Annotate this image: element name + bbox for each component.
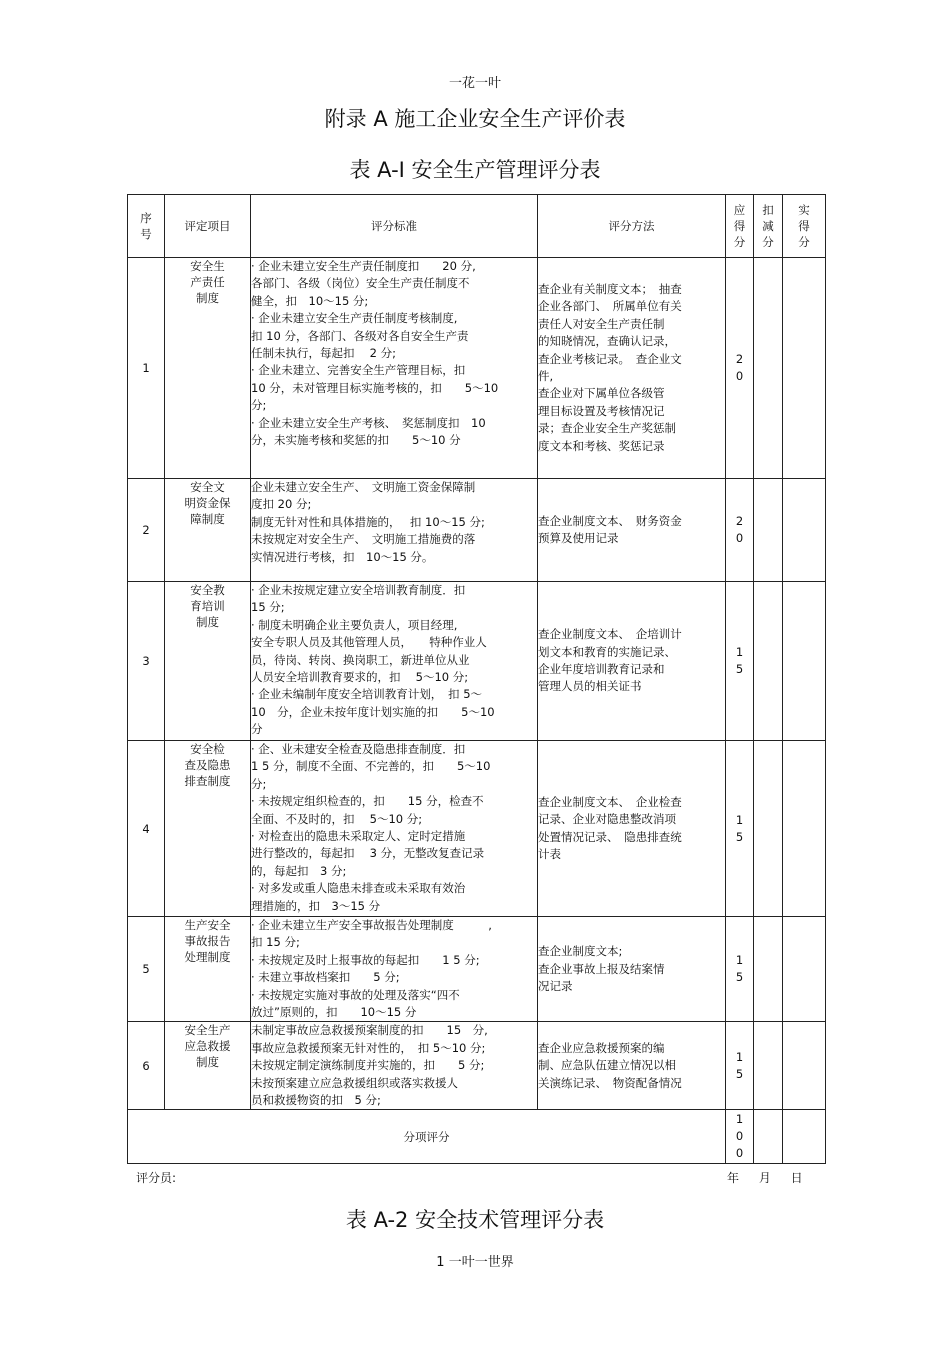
- row-number: 3: [128, 582, 165, 741]
- criteria-line: · 企、业未建安全检查及隐患排查制度．扣: [251, 742, 466, 756]
- criteria-line: · 企业未编制年度安全培训教育计划， 扣 5～: [251, 687, 483, 702]
- evaluation-item-line: 制度: [196, 615, 219, 629]
- scoring-criteria: [251, 479, 538, 582]
- criteria-line: 分，未实施考核和奖惩的扣 5～10 分: [251, 433, 461, 448]
- due-score-value: 15: [735, 953, 744, 985]
- method-line: 划文本和教育的实施记录、: [538, 644, 676, 659]
- criteria-line: · 企业未建立、完善安全生产管理目标，扣: [251, 363, 466, 378]
- criteria-line: 进行整改的，每起扣 3 分，无整改复查记录: [251, 846, 485, 861]
- criteria-line: 的，每起扣 3 分;: [251, 863, 347, 878]
- criteria-line: · 企业未建立安全生产责任制度扣 20 分,: [251, 259, 476, 273]
- scoring-criteria: [251, 917, 538, 1022]
- scorer-label: 评分员:: [136, 1171, 177, 1185]
- criteria-line: 放过”原则的，扣 10～15 分: [251, 1005, 417, 1020]
- deduct-score: [754, 1022, 783, 1110]
- due-score: [726, 582, 754, 741]
- criteria-line: 扣 10 分，各部门、各级对各自安全生产责: [251, 328, 469, 343]
- safety-management-score-table: [127, 194, 826, 1164]
- criteria-line: 10 分，未对管理目标实施考核的，扣 5～10: [251, 380, 499, 395]
- scoring-criteria: [251, 582, 538, 741]
- subtotal-label: 分项评分: [128, 1110, 726, 1164]
- row-number: 2: [128, 479, 165, 582]
- evaluation-item-line: 事故报告: [184, 934, 231, 948]
- scoring-criteria: [251, 1022, 538, 1110]
- evaluation-item-line: 安全文: [190, 480, 225, 494]
- evaluation-item-line: 安全生产: [184, 1023, 231, 1038]
- criteria-line: 人员安全培训教育要求的，扣 5～10 分;: [251, 670, 469, 685]
- deduct-score: [754, 917, 783, 1022]
- actual-score: [783, 1022, 826, 1110]
- method-line: 查企业对下属单位各级管: [538, 386, 665, 401]
- scoring-method: [538, 917, 726, 1022]
- criteria-line: 分;: [251, 398, 267, 413]
- criteria-line: 未制定事故应急救援预案制度的扣 15 分,: [251, 1023, 488, 1038]
- header-item: 评定项目: [165, 195, 251, 258]
- criteria-line: · 制度未明确企业主要负责人，项目经理,: [251, 617, 458, 632]
- method-line: 处置情况记录、 隐患排查统: [538, 829, 682, 844]
- evaluation-item-line: 制度: [196, 1055, 219, 1070]
- table-row: [128, 582, 826, 741]
- criteria-line: 任制未执行，每起扣 2 分;: [251, 346, 397, 361]
- header-method: 评分方法: [538, 195, 726, 258]
- table-a2-title: 表 A-2 安全技术管理评分表: [345, 1208, 605, 1232]
- scoring-criteria: [251, 258, 538, 479]
- row-number: 6: [128, 1022, 165, 1110]
- method-line: 企业各部门、 所属单位有关: [538, 299, 682, 314]
- method-line: 记录、企业对隐患整改消项: [538, 812, 676, 827]
- evaluation-item-line: 障制度: [190, 512, 225, 526]
- method-line: 况记录: [538, 978, 573, 993]
- evaluation-item: [165, 582, 251, 741]
- evaluation-item-line: 明资金保: [184, 496, 231, 510]
- evaluation-item-line: 生产安全: [184, 918, 231, 932]
- due-score-value: 15: [735, 812, 744, 844]
- scoring-criteria: [251, 741, 538, 917]
- criteria-line: 企业未建立安全生产、 文明施工资金保障制: [251, 480, 476, 494]
- actual-score: [783, 258, 826, 479]
- criteria-line: 未按规定对安全生产、 文明施工措施费的落: [251, 532, 476, 547]
- criteria-line: 度扣 20 分;: [251, 497, 312, 512]
- deduct-score: [754, 741, 783, 917]
- actual-score: [783, 479, 826, 582]
- criteria-line: · 对检查出的隐患未采取定人、定时定措施: [251, 829, 466, 844]
- criteria-line: 员和救援物资的扣 5 分;: [251, 1093, 381, 1108]
- evaluation-item: [165, 1022, 251, 1110]
- table-row: [128, 1022, 826, 1110]
- method-line: 查企业应急救援预案的编: [538, 1040, 665, 1055]
- evaluation-item-line: 安全生: [190, 259, 225, 273]
- method-line: 查企业制度文本、 财务资金: [538, 513, 682, 528]
- criteria-line: 制度无针对性和具体措施的， 扣 10～15 分;: [251, 514, 485, 529]
- scoring-method: [538, 1022, 726, 1110]
- actual-score: [783, 917, 826, 1022]
- criteria-line: 1 5 分，制度不全面、不完善的，扣 5～10: [251, 759, 491, 774]
- method-line: 理目标设置及考核情况记: [538, 403, 665, 418]
- criteria-line: 分;: [251, 776, 267, 791]
- page-footer: 1 一叶一世界: [436, 1255, 514, 1270]
- header-actual-score: 实得分: [783, 195, 826, 258]
- criteria-line: 实情况进行考核，扣 10～15 分。: [251, 549, 434, 564]
- row-number: 1: [128, 258, 165, 479]
- criteria-line: · 未按规定组织检查的，扣 15 分，检查不: [251, 794, 484, 809]
- criteria-line: 10 分，企业未按年度计划实施的扣 5～10: [251, 704, 495, 719]
- deduct-score: [754, 258, 783, 479]
- method-line: 制、应急队伍建立情况以相: [538, 1058, 676, 1073]
- header-due-score: 应得分: [726, 195, 754, 258]
- method-line: 关演练记录、 物资配备情况: [538, 1075, 682, 1090]
- criteria-line: 健全，扣 10～15 分;: [251, 293, 369, 308]
- criteria-line: · 未按规定及时上报事故的每起扣 1 5 分;: [251, 952, 480, 967]
- due-score: [726, 258, 754, 479]
- actual-score: [783, 582, 826, 741]
- due-score: [726, 917, 754, 1022]
- row-number: 5: [128, 917, 165, 1022]
- method-line: 的知晓情况，查确认记录，: [538, 334, 676, 349]
- page-header: 一花一叶: [448, 76, 501, 91]
- actual-score: [783, 741, 826, 917]
- criteria-line: · 企业未建立安全生产考核、 奖惩制度扣 10: [251, 415, 486, 430]
- table-a1-title: 表 A-I 安全生产管理评分表: [349, 158, 601, 182]
- criteria-line: 全面、不及时的，扣 5～10 分;: [251, 811, 423, 826]
- evaluation-item-line: 排查制度: [184, 774, 231, 788]
- method-line: 查企业有关制度文本； 抽查: [538, 281, 682, 296]
- method-line: 查企业制度文本、 企业检查: [538, 794, 682, 809]
- due-score: [726, 741, 754, 917]
- evaluation-item-line: 产责任: [190, 275, 225, 289]
- criteria-line: · 未按规定实施对事故的处理及落实“四不: [251, 987, 460, 1002]
- scoring-method: [538, 582, 726, 741]
- due-score: [726, 1022, 754, 1110]
- deduct-score: [754, 479, 783, 582]
- appendix-title: 附录 A 施工企业安全生产评价表: [324, 107, 626, 131]
- evaluation-item-line: 应急救援: [184, 1039, 231, 1054]
- scoring-method: [538, 258, 726, 479]
- criteria-line: · 对多发或重人隐患未排查或未采取有效治: [251, 881, 466, 896]
- method-line: 查企业制度文本;: [538, 944, 623, 959]
- method-line: 预算及使用记录: [538, 531, 619, 545]
- evaluation-item: [165, 258, 251, 479]
- scoring-method: [538, 479, 726, 582]
- method-line: 查企业事故上报及结案情: [538, 961, 665, 976]
- subtotal-row: [128, 1110, 826, 1164]
- due-score-value: 20: [735, 352, 744, 383]
- evaluation-item-line: 处理制度: [184, 950, 231, 964]
- subtotal-deduct-score: [754, 1110, 783, 1164]
- criteria-line: 各部门、各级（岗位）安全生产责任制度不: [251, 276, 470, 291]
- due-score-value: 15: [735, 645, 744, 676]
- subtotal-due-score: 100: [726, 1110, 754, 1164]
- method-line: 企业年度培训教育记录和: [538, 662, 665, 676]
- table-header-row: [128, 195, 826, 258]
- criteria-line: 分: [251, 722, 263, 737]
- table-row: [128, 479, 826, 582]
- method-line: 管理人员的相关证书: [538, 679, 642, 694]
- deduct-score: [754, 582, 783, 741]
- scoring-method: [538, 741, 726, 917]
- method-line: 录；查企业安全生产奖惩制: [538, 421, 676, 436]
- evaluation-item: [165, 741, 251, 917]
- criteria-line: 安全专职人员及其他管理人员， 特种作业人: [251, 635, 487, 650]
- table-row: [128, 258, 826, 479]
- table-row: [128, 917, 826, 1022]
- criteria-line: · 未建立事故档案扣 5 分;: [251, 970, 400, 985]
- method-line: 度文本和考核、奖惩记录: [538, 438, 665, 453]
- method-line: 计表: [538, 846, 561, 861]
- table-row: [128, 741, 826, 917]
- header-criteria: 评分标准: [251, 195, 538, 258]
- evaluation-item: [165, 479, 251, 582]
- header-deduct-score: 扣减分: [754, 195, 783, 258]
- method-line: 查企业考核记录。 查企业文: [538, 351, 682, 366]
- due-score-value: 20: [735, 514, 744, 545]
- date-label: 年 月 日: [727, 1171, 803, 1185]
- header-no: 序号: [128, 195, 165, 258]
- method-line: 责任人对安全生产责任制: [538, 316, 665, 331]
- evaluation-item-line: 安全检: [190, 742, 225, 756]
- evaluation-item: [165, 917, 251, 1022]
- due-score: [726, 479, 754, 582]
- due-score-value: 15: [735, 1049, 744, 1081]
- criteria-line: 未按规定制定演练制度并实施的，扣 5 分;: [251, 1058, 485, 1073]
- criteria-line: 未按预案建立应急救援组织或落实救援人: [251, 1075, 458, 1090]
- evaluation-item-line: 安全教: [190, 583, 225, 597]
- criteria-line: 理措施的，扣 3～15 分: [251, 898, 381, 913]
- method-line: 件,: [538, 369, 554, 383]
- method-line: 查企业制度文本、 企培训计: [538, 627, 682, 642]
- evaluation-item-line: 育培训: [190, 599, 225, 613]
- criteria-line: 事故应急救援预案无针对性的， 扣 5～10 分;: [251, 1040, 486, 1055]
- evaluation-item-line: 查及隐患: [184, 758, 231, 772]
- criteria-line: 扣 15 分;: [251, 935, 300, 950]
- criteria-line: · 企业未建立生产安全事故报告处理制度 ,: [251, 918, 492, 932]
- criteria-line: 15 分;: [251, 600, 285, 615]
- row-number: 4: [128, 741, 165, 917]
- evaluation-item-line: 制度: [196, 291, 219, 305]
- criteria-line: 员，待岗、转岗、换岗职工，新进单位从业: [251, 652, 470, 667]
- criteria-line: · 企业未建立安全生产责任制度考核制度,: [251, 311, 458, 326]
- criteria-line: · 企业未按规定建立安全培训教育制度．扣: [251, 583, 466, 597]
- subtotal-actual-score: [783, 1110, 826, 1164]
